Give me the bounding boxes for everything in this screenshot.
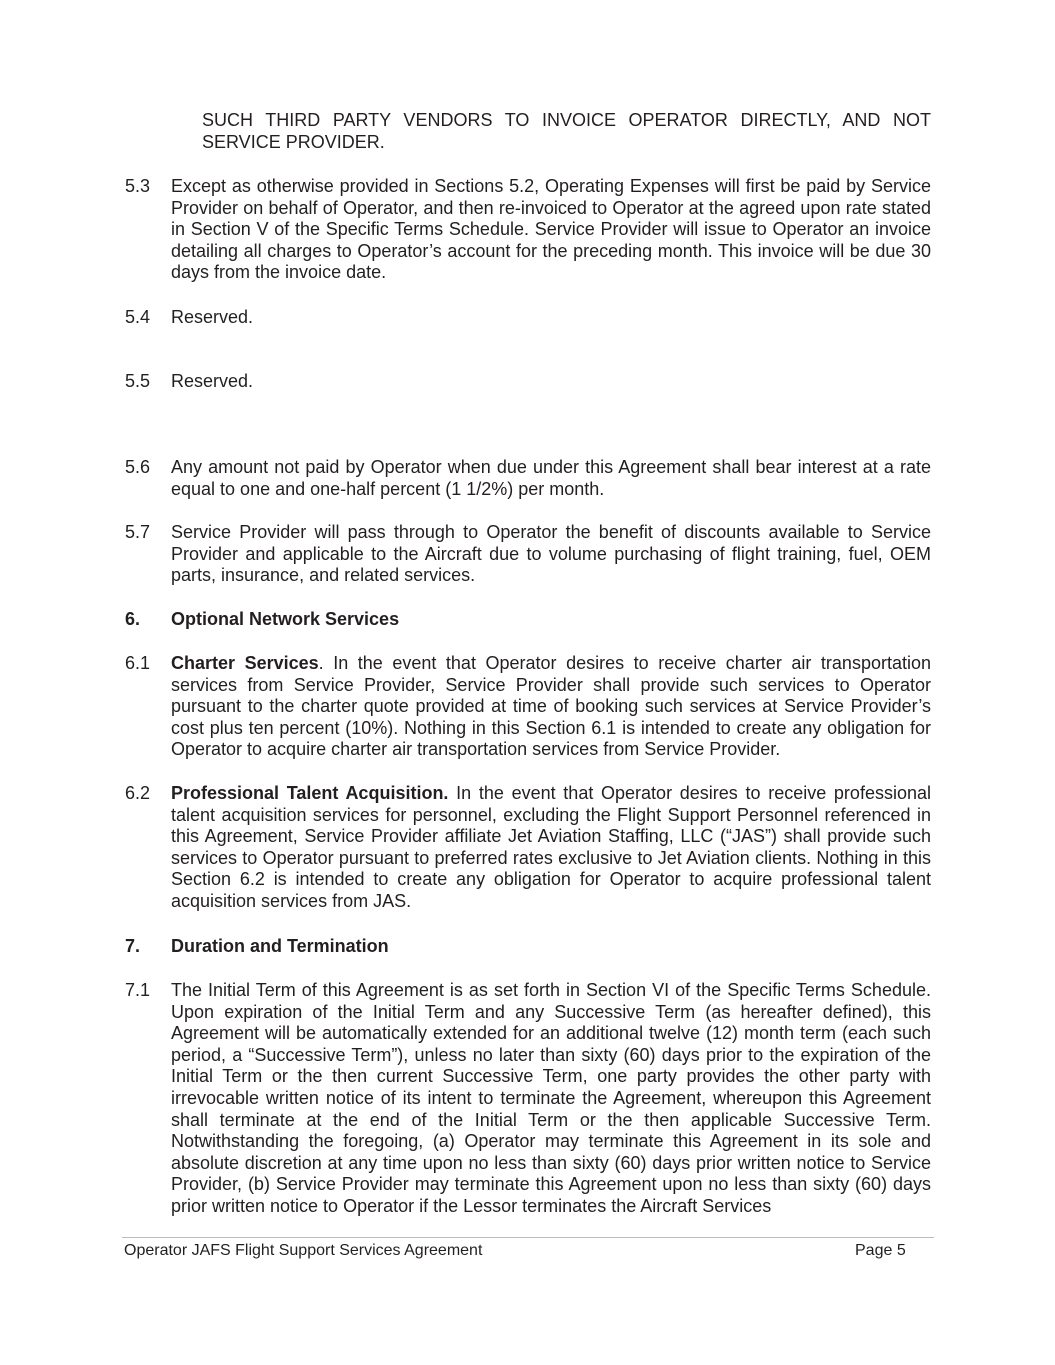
section-text <box>171 783 931 913</box>
section-number: 5.3 <box>125 176 151 196</box>
section-7-1 <box>125 980 931 1218</box>
heading-number: 6. <box>125 609 141 629</box>
section-text: Reserved. <box>171 371 254 391</box>
continuation-paragraph: SUCH THIRD PARTY VENDORS TO INVOICE OPERATOR DIRECTLY, AND NOT SERVICE PROVIDER. <box>202 110 931 152</box>
heading-title: Optional Network Services <box>171 609 400 629</box>
section-body: In the event that Operator desires to receive professional talent acquisition services for personnel, excluding the Flight Support Personnel referenced in this Agreement, Service Provider affiliate Jet Aviation Staffing, LLC (“JAS”) shall provide such services to Operator pursuant to preferred rates exclusive to Jet Aviation clients. Nothing in this Section 6.2 is intended to create any obligation for Operator to acquire professional talent acquisition services from JAS. <box>171 783 931 911</box>
section-5-6 <box>125 457 931 500</box>
section-5-4 <box>125 307 931 329</box>
section-text <box>171 653 931 761</box>
page-number: Page 5 <box>855 1242 906 1259</box>
section-number: 5.6 <box>125 457 151 477</box>
section-text: Except as otherwise provided in Sections 5.2, Operating Expenses will first be paid by Service Provider on behalf of Operator, and then re-invoiced to Operator at the agreed upon rate stated in Section V of the Specific Terms Schedule. Service Provider will issue to Operator an invoice detailing all charges to Operator’s account for the preceding month. This invoice will be due 30 days from the invoice date. <box>171 176 931 283</box>
section-number: 5.4 <box>125 307 151 327</box>
heading-title: Duration and Termination <box>171 936 389 956</box>
section-number: 6.1 <box>125 653 151 673</box>
section-6-1 <box>125 653 931 761</box>
section-number: 5.7 <box>125 522 151 542</box>
section-body: . In the event that Operator desires to receive charter air transportation services from Service Provider, Service Provider shall provide such services to Operator pursuant to the charter quote provided at time of booking such services at Service Provider’s cost plus ten percent (10%). Nothing in this Section 6.1 is intended to create any obligation for Operator to acquire charter air transportation services from Service Provider. <box>171 653 931 760</box>
section-6-2 <box>125 783 931 913</box>
section-text: Any amount not paid by Operator when due under this Agreement shall bear interest at a rate equal to one and one-half percent (1 1/2%) per month. <box>171 457 931 499</box>
section-lead: Charter Services <box>171 653 319 673</box>
section-5-3 <box>125 176 931 284</box>
section-lead: Professional Talent Acquisition. <box>171 783 449 803</box>
footer-divider <box>122 1237 934 1238</box>
section-text: Reserved. <box>171 307 254 327</box>
section-text: Service Provider will pass through to Operator the benefit of discounts available to Service Provider and applicable to the Aircraft due to volume purchasing of flight training, fuel, OEM parts, insurance, and related services. <box>171 522 931 586</box>
section-5-7 <box>125 522 931 587</box>
heading-6 <box>125 609 931 631</box>
section-number: 7.1 <box>125 980 151 1000</box>
section-number: 5.5 <box>125 371 151 391</box>
heading-7 <box>125 936 931 958</box>
section-number: 6.2 <box>125 783 151 803</box>
heading-number: 7. <box>125 936 141 956</box>
footer-title: Operator JAFS Flight Support Services Agreement <box>124 1242 483 1259</box>
section-5-5 <box>125 371 931 393</box>
section-text: The Initial Term of this Agreement is as set forth in Section VI of the Specific Terms Schedule. Upon expiration of the Initial Term and any Successive Term (as hereafter defined), this Agreement will be automatically extended for an additional twelve (12) month term (each such period, a “Successive Term”), unless no later than sixty (60) days prior to the expiration of the Initial Term or the then current Successive Term, one party provides the other party with irrevocable written notice of its intent to terminate the Agreement, whereupon this Agreement shall terminate at the end of the Initial Term or the then applicable Successive Term. Notwithstanding the foregoing, (a) Operator may terminate this Agreement in its sole and absolute discretion at any time upon no less than sixty (60) days prior written notice to Service Provider, (b) Service Provider may terminate this Agreement upon no less than sixty (60) days prior written notice to Operator if the Lessor terminates the Aircraft Services <box>171 980 931 1216</box>
